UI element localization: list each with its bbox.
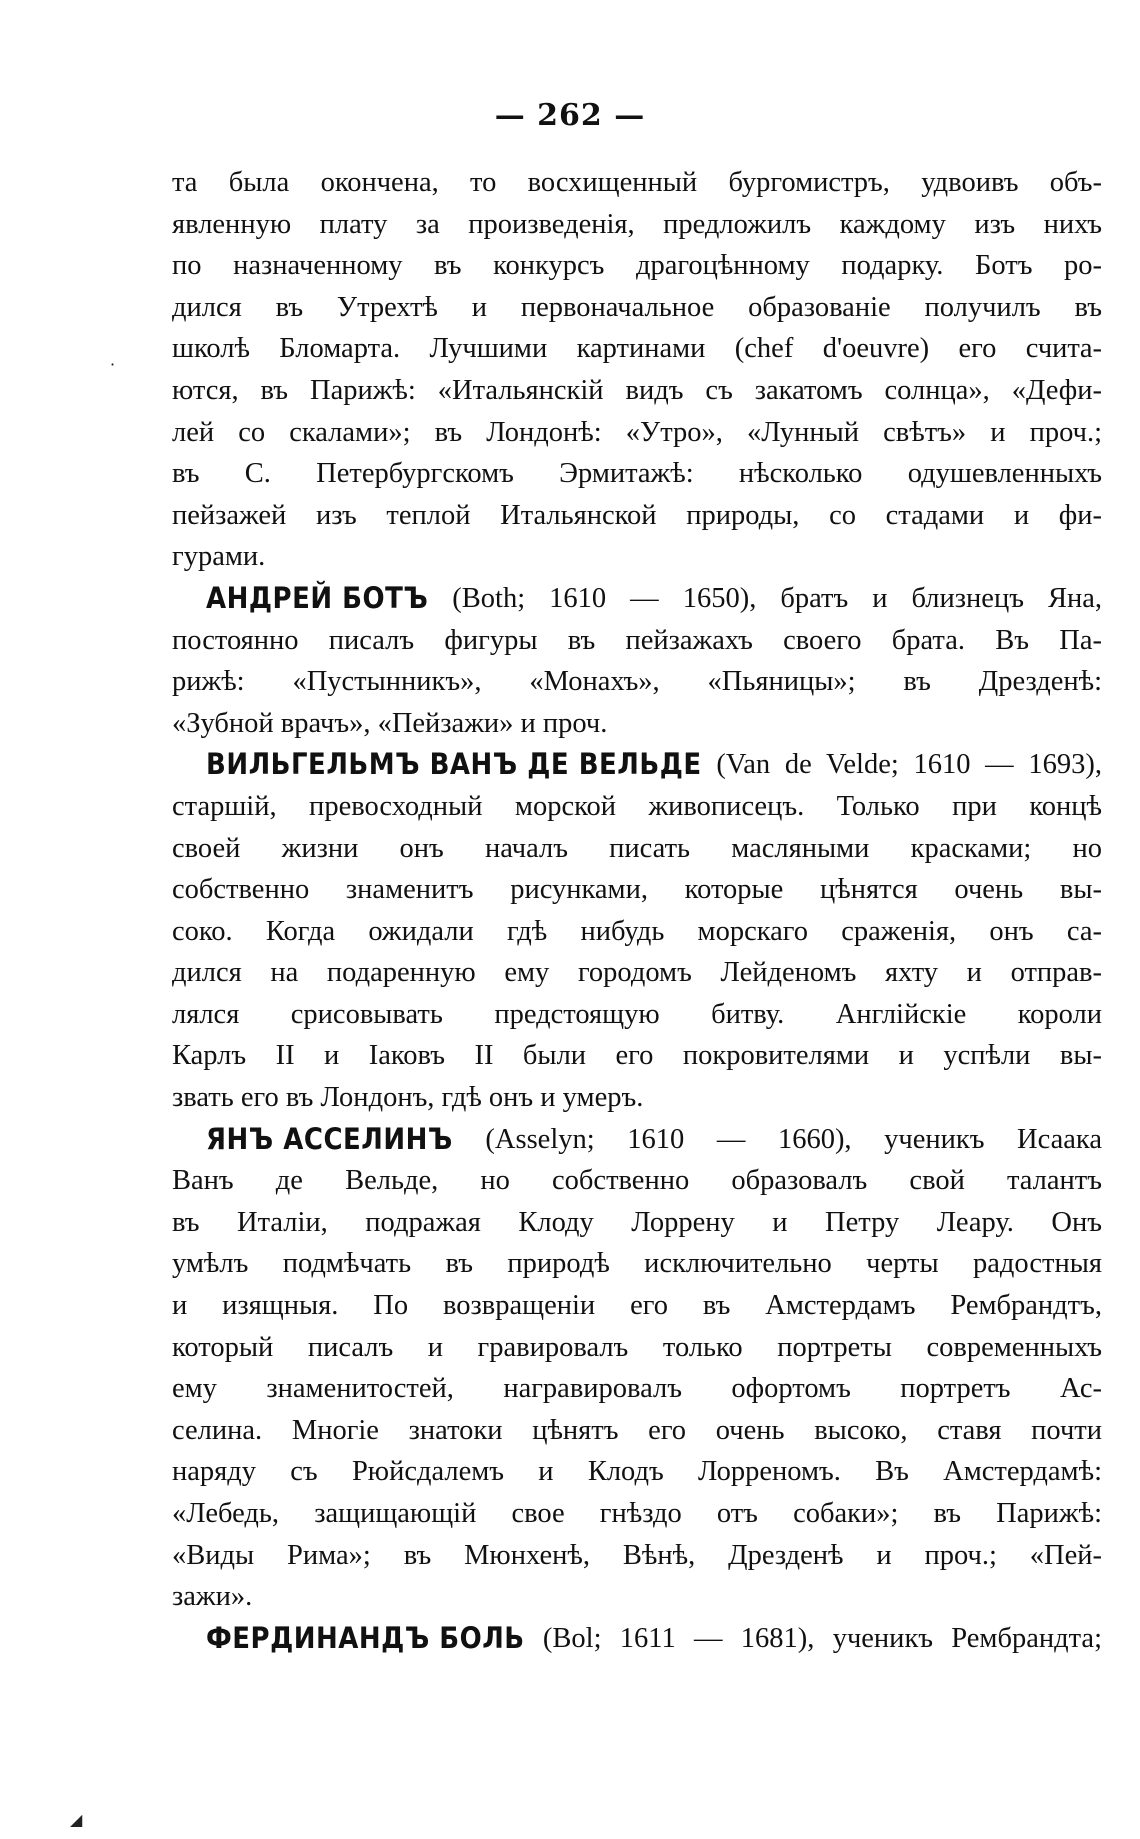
text-line <box>172 453 1102 495</box>
text-line <box>172 828 1102 870</box>
text-line <box>172 1327 1102 1369</box>
line-text: въ С. Петербургскомъ Эрмитажѣ: нѣсколько одушевленныхъ <box>172 458 1102 490</box>
line-text: звать его въ Лондонъ, гдѣ онъ и умеръ. <box>172 1082 644 1114</box>
entry-heading-line <box>172 1618 1102 1660</box>
line-text: постоянно писалъ фигуры въ пейзажахъ своего брата. Въ Па- <box>172 624 1102 656</box>
line-text: въ Италіи, подражая Клоду Лоррену и Петру Леару. Онъ <box>172 1206 1102 1238</box>
text-line <box>172 952 1102 994</box>
line-text: (Bol; 1611 — 1681), ученикъ Рембрандта; <box>524 1622 1102 1654</box>
text-line <box>172 1493 1102 1535</box>
line-text: селина. Многіе знатоки цѣнятъ его очень высоко, ставя почти <box>172 1414 1102 1446</box>
line-text: по назначенному въ конкурсъ драгоцѣнному подарку. Ботъ ро- <box>172 250 1102 282</box>
body-text <box>172 162 1102 1659</box>
text-line <box>172 1576 1102 1618</box>
text-line <box>172 1368 1102 1410</box>
line-text: умѣлъ подмѣчать въ природѣ исключительно черты радостныя <box>172 1248 1102 1280</box>
line-text: наряду съ Рюйсдалемъ и Клодъ Лорреномъ. Въ Амстердамѣ: <box>172 1456 1102 1488</box>
line-text: соко. Когда ожидали гдѣ нибудь морскаго сраженія, онъ са- <box>172 915 1102 947</box>
line-text: «Лебедь, защищающій свое гнѣздо отъ собаки»; въ Парижѣ: <box>172 1498 1102 1529</box>
line-text: рижѣ: «Пустынникъ», «Монахъ», «Пьяницы»; въ Дрезденѣ: <box>172 666 1102 698</box>
line-text: (Asselyn; 1610 — 1660), ученикъ Исаака <box>452 1123 1102 1155</box>
line-text: своей жизни онъ началъ писать масляными красками; но <box>172 832 1102 864</box>
text-line <box>172 661 1102 703</box>
line-text: старшій, превосходный морской живописецъ. Только при концѣ <box>172 790 1102 822</box>
print-speck: ◢ <box>70 1810 83 1829</box>
text-line <box>172 245 1102 287</box>
entry-heading-line <box>172 1119 1102 1161</box>
text-line <box>172 287 1102 329</box>
text-line <box>172 1243 1102 1285</box>
line-text: Карлъ II и Іаковъ II были его покровителями и успѣли вы- <box>172 1040 1102 1072</box>
text-line <box>172 786 1102 828</box>
line-text: Ванъ де Вельде, но собственно образовалъ свой талантъ <box>172 1165 1102 1197</box>
line-text: (Both; 1610 — 1650), братъ и близнецъ Яна, <box>428 582 1102 614</box>
text-line <box>172 1535 1102 1577</box>
artist-name: ЯНЪ АССЕЛИНЪ <box>206 1122 453 1157</box>
text-line <box>172 1202 1102 1244</box>
entry-heading-line <box>172 578 1102 620</box>
line-text: ются, въ Парижѣ: «Итальянскій видъ съ закатомъ солнца», «Дефи- <box>172 374 1102 406</box>
text-line <box>172 869 1102 911</box>
line-text: лей со скалами»; въ Лондонѣ: «Утро», «Лунный свѣтъ» и проч.; <box>172 416 1102 448</box>
line-text: та была окончена, то восхищенный бургомистръ, удвоивъ объ- <box>172 167 1102 198</box>
print-speck: · <box>110 355 116 374</box>
line-text: «Виды Рима»; въ Мюнхенѣ, Вѣнѣ, Дрезденѣ и проч.; «Пей- <box>172 1539 1102 1571</box>
page-number: — 262 — <box>494 98 646 133</box>
text-line <box>172 370 1102 412</box>
entry-heading-line <box>172 744 1102 786</box>
line-text: школѣ Бломарта. Лучшими картинами (chef d'oeuvre) его считa- <box>172 333 1102 365</box>
text-line <box>172 1285 1102 1327</box>
line-text: (Van de Velde; 1610 — 1693), <box>701 749 1102 781</box>
text-line <box>172 412 1102 454</box>
line-text: «Зубной врачъ», «Пейзажи» и проч. <box>172 707 608 739</box>
line-text: который писалъ и гравировалъ только портреты современныхъ <box>172 1331 1102 1363</box>
text-line <box>172 328 1102 370</box>
text-line <box>172 1160 1102 1202</box>
text-line <box>172 620 1102 662</box>
artist-name: ВИЛЬГЕЛЬМЪ ВАНЪ ДЕ ВЕЛЬДЕ <box>206 748 702 783</box>
text-line <box>172 1035 1102 1077</box>
artist-name: АНДРЕЙ БОТЪ <box>206 582 429 616</box>
line-text: и изящныя. По возвращеніи его въ Амстердамъ Рембрандтъ, <box>172 1290 1102 1322</box>
line-text: явленную плату за произведенія, предложилъ каждому изъ нихъ <box>172 208 1102 240</box>
text-line <box>172 162 1102 204</box>
text-line <box>172 495 1102 537</box>
line-text: лялся срисовывать предстоящую битву. Англійскіе короли <box>172 998 1102 1030</box>
line-text: дился на подаренную ему городомъ Лейденомъ яхту и отправ- <box>172 957 1102 989</box>
text-line <box>172 911 1102 953</box>
text-line <box>172 1077 1102 1119</box>
text-line <box>172 536 1102 578</box>
line-text: ему знаменитостей, награвировалъ офортомъ портретъ Ас- <box>172 1373 1102 1405</box>
text-line <box>172 994 1102 1036</box>
text-line <box>172 703 1102 745</box>
text-line <box>172 1410 1102 1452</box>
line-text: пейзажей изъ теплой Итальянской природы, со стадами и фи- <box>172 499 1102 531</box>
line-text: гурами. <box>172 541 266 573</box>
artist-name: ФЕРДИНАНДЪ БОЛЬ <box>206 1621 525 1656</box>
line-text: зажи». <box>172 1581 253 1613</box>
line-text: собственно знаменитъ рисунками, которые цѣнятся очень вы- <box>172 874 1102 906</box>
line-text: дился въ Утрехтѣ и первоначальное образованіе получилъ въ <box>172 291 1102 323</box>
text-line <box>172 1451 1102 1493</box>
text-line <box>172 204 1102 246</box>
